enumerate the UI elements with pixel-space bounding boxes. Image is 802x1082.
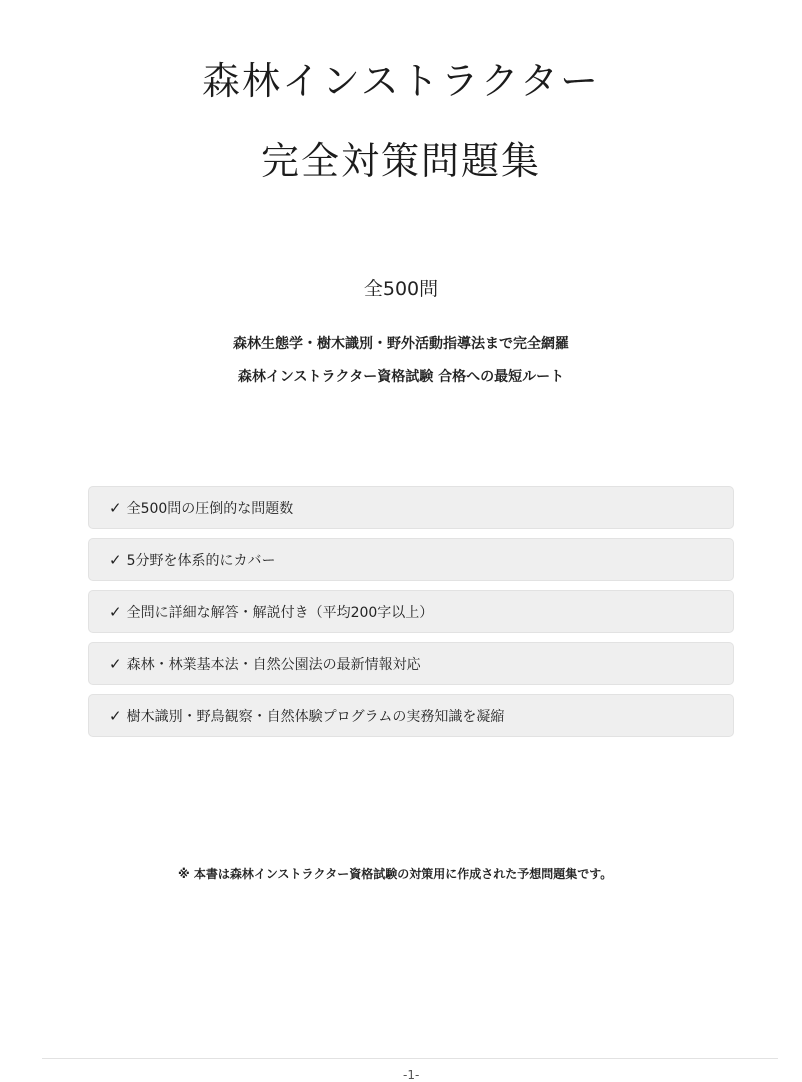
checkmark-icon: ✓: [109, 706, 122, 725]
checkmark-icon: ✓: [109, 654, 122, 673]
book-title-line-2: 完全対策問題集: [260, 139, 541, 183]
page-number: -1-: [403, 1068, 420, 1082]
feature-text: 樹木識別・野鳥観察・自然体験プログラムの実務知識を凝縮: [126, 708, 505, 725]
checkmark-icon: ✓: [109, 550, 122, 569]
disclaimer-note: ※ 本書は森林インストラクター資格試験の対策用に作成された予想問題集です。: [178, 867, 613, 881]
feature-text: 5分野を体系的にカバー: [126, 552, 276, 569]
feature-text: 全問に詳細な解答・解説付き（平均200字以上）: [126, 604, 434, 621]
feature-item: [88, 694, 734, 737]
feature-list: [88, 486, 734, 746]
feature-item: [88, 486, 734, 529]
feature-item: [88, 642, 734, 685]
checkmark-icon: ✓: [109, 602, 122, 621]
tagline-coverage: 森林生態学・樹木識別・野外活動指導法まで完全網羅: [233, 336, 569, 352]
feature-text: 森林・林業基本法・自然公園法の最新情報対応: [126, 656, 421, 673]
page-divider: [42, 1058, 778, 1059]
tagline-route: 森林インストラクター資格試験 合格への最短ルート: [237, 369, 565, 385]
book-title-line-1: 森林インストラクター: [201, 59, 601, 103]
feature-text: 全500問の圧倒的な問題数: [126, 500, 294, 517]
checkmark-icon: ✓: [109, 498, 122, 517]
feature-item: [88, 590, 734, 633]
question-count: 全500問: [363, 278, 439, 300]
feature-item: [88, 538, 734, 581]
